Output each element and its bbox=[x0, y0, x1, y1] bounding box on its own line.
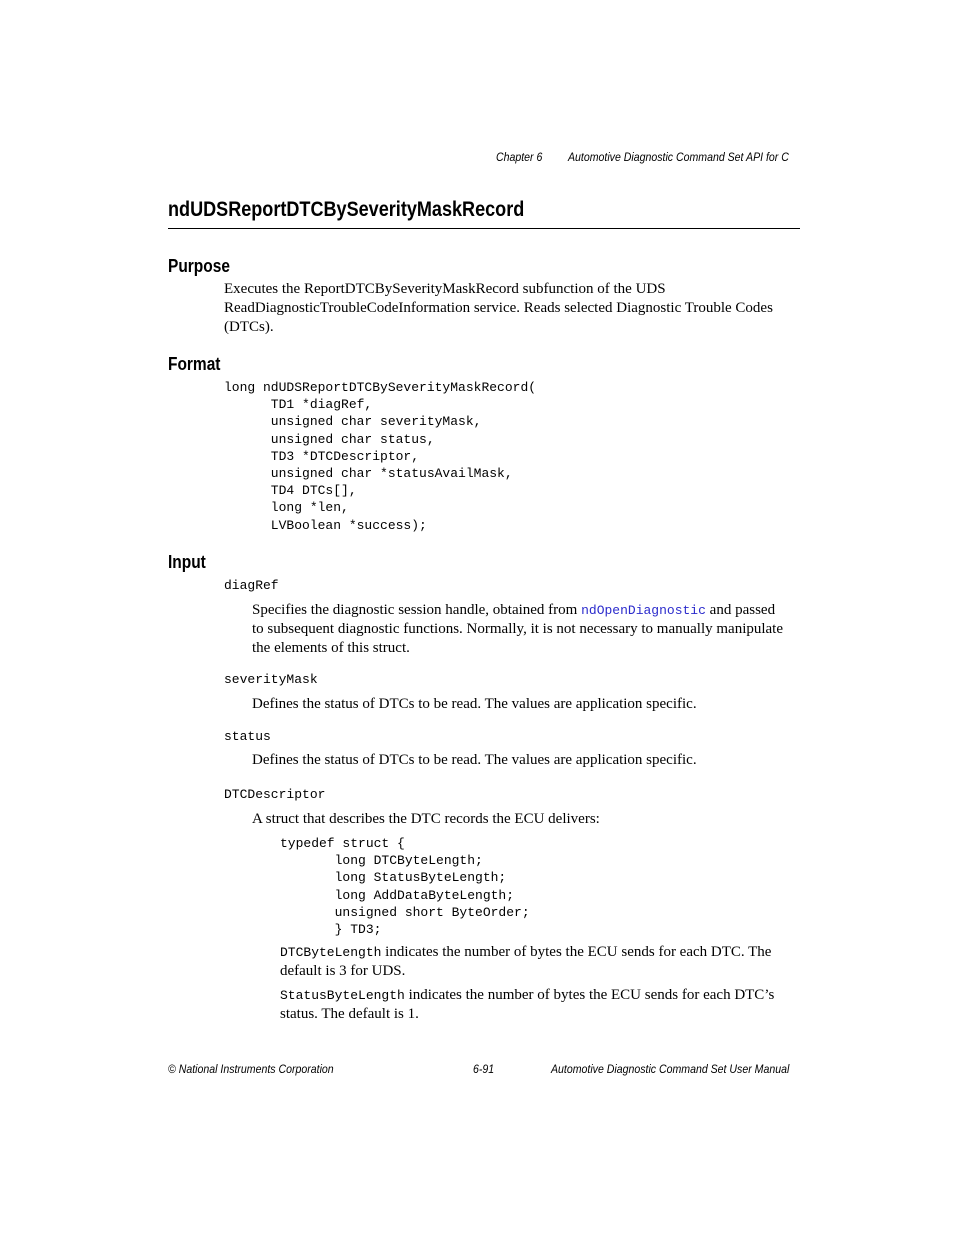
param-desc-severitymask: Defines the status of DTCs to be read. The values are application specific. bbox=[252, 696, 697, 712]
param-desc-line: the elements of this struct. bbox=[252, 640, 410, 656]
field-desc-line bbox=[280, 943, 771, 962]
input-heading: Input bbox=[168, 552, 206, 572]
purpose-line: (DTCs). bbox=[224, 319, 274, 335]
ndopendiagnostic-link[interactable]: ndOpenDiagnostic bbox=[581, 603, 706, 618]
param-name-diagref: diagRef bbox=[224, 578, 279, 593]
format-heading: Format bbox=[168, 354, 221, 374]
purpose-text bbox=[224, 280, 773, 337]
field-desc-line bbox=[280, 986, 774, 1005]
footer-copyright: © National Instruments Corporation bbox=[168, 1062, 334, 1076]
desc-text: and passed bbox=[705, 602, 776, 618]
param-desc-line bbox=[252, 601, 783, 620]
field-name: StatusByteLength bbox=[280, 988, 405, 1003]
format-code-block: long ndUDSReportDTCBySeverityMaskRecord( TD1 *diagRef, unsigned char severityMask, unsigned char status, TD3 *DTCDescriptor, unsigned char *statusAvailMask, TD4 DTCs[], long *len, LVBoolean *success); bbox=[224, 380, 537, 533]
page-title: ndUDSReportDTCBySeverityMaskRecord bbox=[168, 198, 525, 221]
field-desc-statusbytelength bbox=[280, 986, 774, 1024]
title-rule bbox=[168, 228, 800, 229]
param-desc-status: Defines the status of DTCs to be read. The values are application specific. bbox=[252, 752, 697, 768]
param-name-dtcdescriptor: DTCDescriptor bbox=[224, 787, 326, 802]
param-name-severitymask: severityMask bbox=[224, 672, 318, 687]
footer-manual-title: Automotive Diagnostic Command Set User Manual bbox=[551, 1062, 790, 1076]
header-section: Automotive Diagnostic Command Set API for C bbox=[568, 150, 789, 164]
dtcdescriptor-struct-code: typedef struct { long DTCByteLength; long StatusByteLength; long AddDataByteLength; unsigned short ByteOrder; } TD3; bbox=[280, 836, 530, 938]
header-chapter: Chapter 6 bbox=[496, 150, 543, 164]
field-desc-line: status. The default is 1. bbox=[280, 1006, 419, 1022]
purpose-line: Executes the ReportDTCBySeverityMaskRecord subfunction of the UDS bbox=[224, 281, 666, 297]
field-name: DTCByteLength bbox=[280, 945, 382, 960]
purpose-heading: Purpose bbox=[168, 256, 230, 276]
desc-text: indicates the number of bytes the ECU sends for each DTC. The bbox=[381, 944, 772, 960]
desc-text: indicates the number of bytes the ECU sends for each DTC’s bbox=[404, 987, 775, 1003]
param-desc-line: to subsequent diagnostic functions. Normally, it is not necessary to manually manipulate bbox=[252, 621, 784, 637]
purpose-line: ReadDiagnosticTroubleCodeInformation service. Reads selected Diagnostic Trouble Codes bbox=[224, 300, 773, 316]
desc-text: Specifies the diagnostic session handle, obtained from bbox=[252, 602, 582, 618]
param-name-status: status bbox=[224, 729, 271, 744]
param-desc-diagref bbox=[252, 601, 783, 658]
field-desc-dtcbytelength bbox=[280, 943, 771, 981]
field-desc-line: default is 3 for UDS. bbox=[280, 963, 406, 979]
param-desc-dtcdescriptor: A struct that describes the DTC records the ECU delivers: bbox=[252, 811, 600, 827]
footer-page-number: 6-91 bbox=[473, 1062, 495, 1076]
